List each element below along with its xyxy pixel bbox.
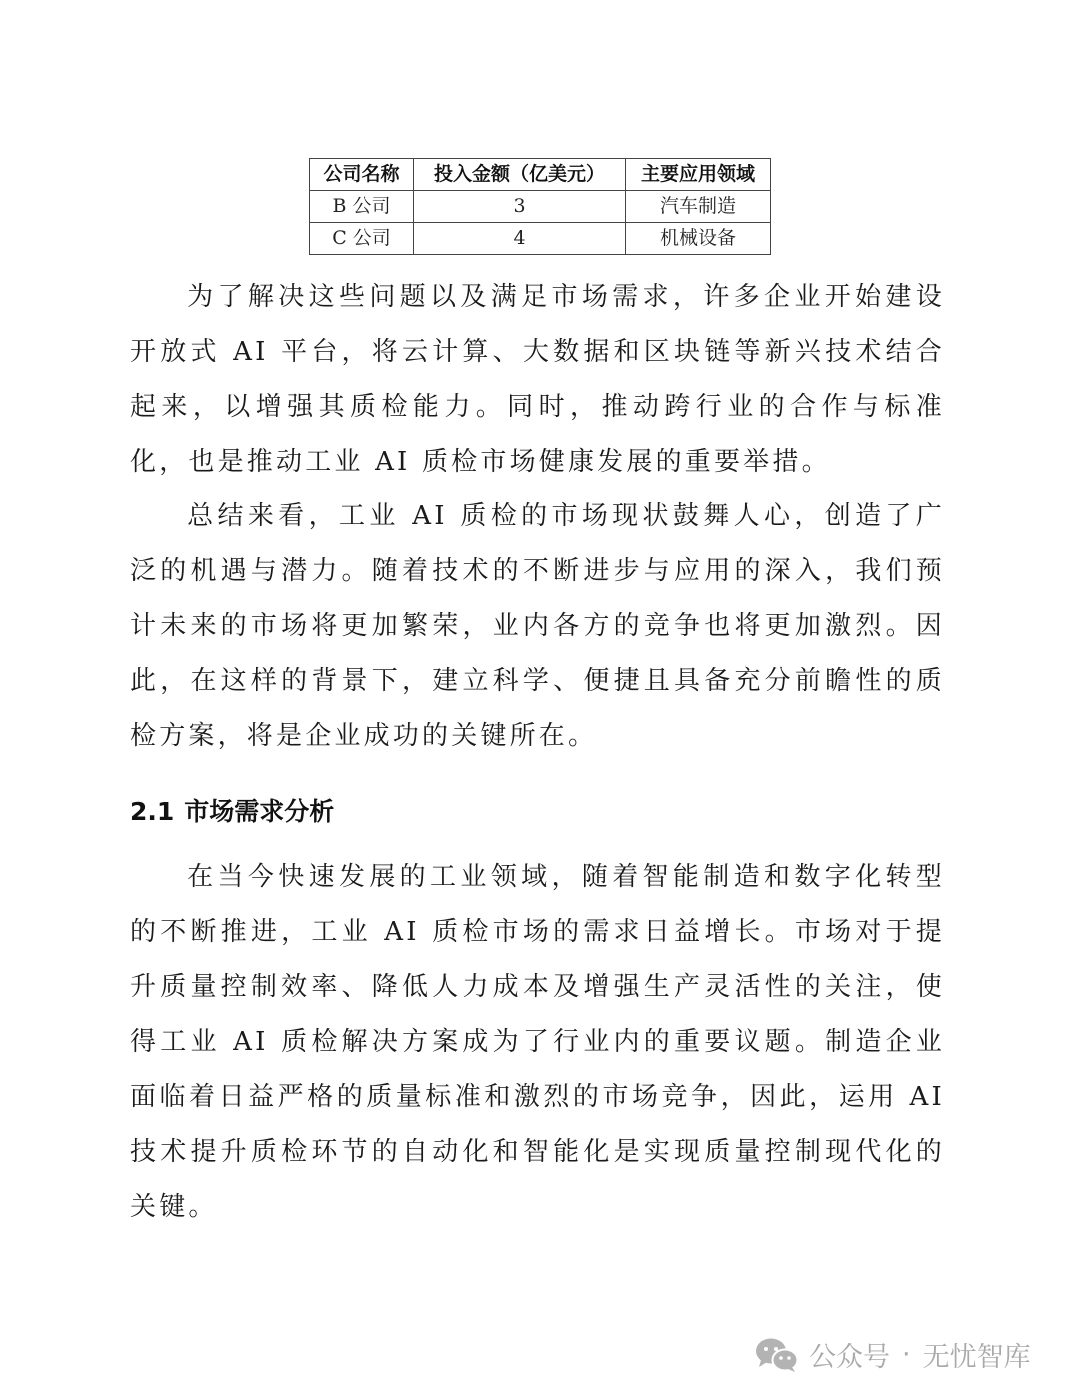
table-row bbox=[310, 191, 771, 223]
paragraph-text: 总结来看，工业 AI 质检的市场现状鼓舞人心，创造了广泛的机遇与潜力。随着技术的不断进步与应用的深入，我们预计未来的市场将更加繁荣，业内各方的竞争也将更加激烈。因此，在这样的背景下，建立科学、便捷且具备充分前瞻性的质检方案，将是企业成功的关键所在。 bbox=[130, 501, 945, 751]
cell-application: 汽车制造 bbox=[626, 191, 771, 223]
section-title: 市场需求分析 bbox=[184, 797, 335, 826]
table-header-row bbox=[310, 159, 771, 191]
section-heading bbox=[130, 790, 334, 834]
column-header-investment: 投入金额（亿美元） bbox=[414, 159, 626, 191]
section-number: 2.1 bbox=[130, 797, 175, 826]
watermark-separator: · bbox=[902, 1339, 911, 1370]
wechat-icon bbox=[755, 1337, 799, 1373]
cell-application: 机械设备 bbox=[626, 223, 771, 255]
watermark bbox=[755, 1335, 1031, 1374]
cell-investment: 4 bbox=[414, 223, 626, 255]
paragraph-text: 在当今快速发展的工业领域，随着智能制造和数字化转型的不断推进，工业 AI 质检市场的需求日益增长。市场对于提升质量控制效率、降低人力成本及增强生产灵活性的关注，使得工业 AI 质检解决方案成为了行业内的重要议题。制造企业面临着日益严格的质量标准和激烈的市场竞争，因此，运用 AI 技术提升质检环节的自动化和智能化是实现质量控制现代化的关键。 bbox=[130, 862, 945, 1222]
cell-company: C 公司 bbox=[310, 223, 414, 255]
column-header-company: 公司名称 bbox=[310, 159, 414, 191]
table-row bbox=[310, 223, 771, 255]
watermark-name: 无忧智库 bbox=[922, 1342, 1031, 1373]
body-paragraph bbox=[130, 489, 945, 764]
body-paragraph bbox=[130, 270, 945, 490]
column-header-application: 主要应用领域 bbox=[626, 159, 771, 191]
paragraph-text: 为了解决这些问题以及满足市场需求，许多企业开始建设开放式 AI 平台，将云计算、大数据和区块链等新兴技术结合起来，以增强其质检能力。同时，推动跨行业的合作与标准化，也是推动工业 AI 质检市场健康发展的重要举措。 bbox=[130, 282, 945, 477]
cell-investment: 3 bbox=[414, 191, 626, 223]
investment-table bbox=[309, 158, 771, 255]
watermark-prefix: 公众号 bbox=[809, 1342, 890, 1373]
section-paragraph bbox=[130, 850, 945, 1235]
cell-company: B 公司 bbox=[310, 191, 414, 223]
